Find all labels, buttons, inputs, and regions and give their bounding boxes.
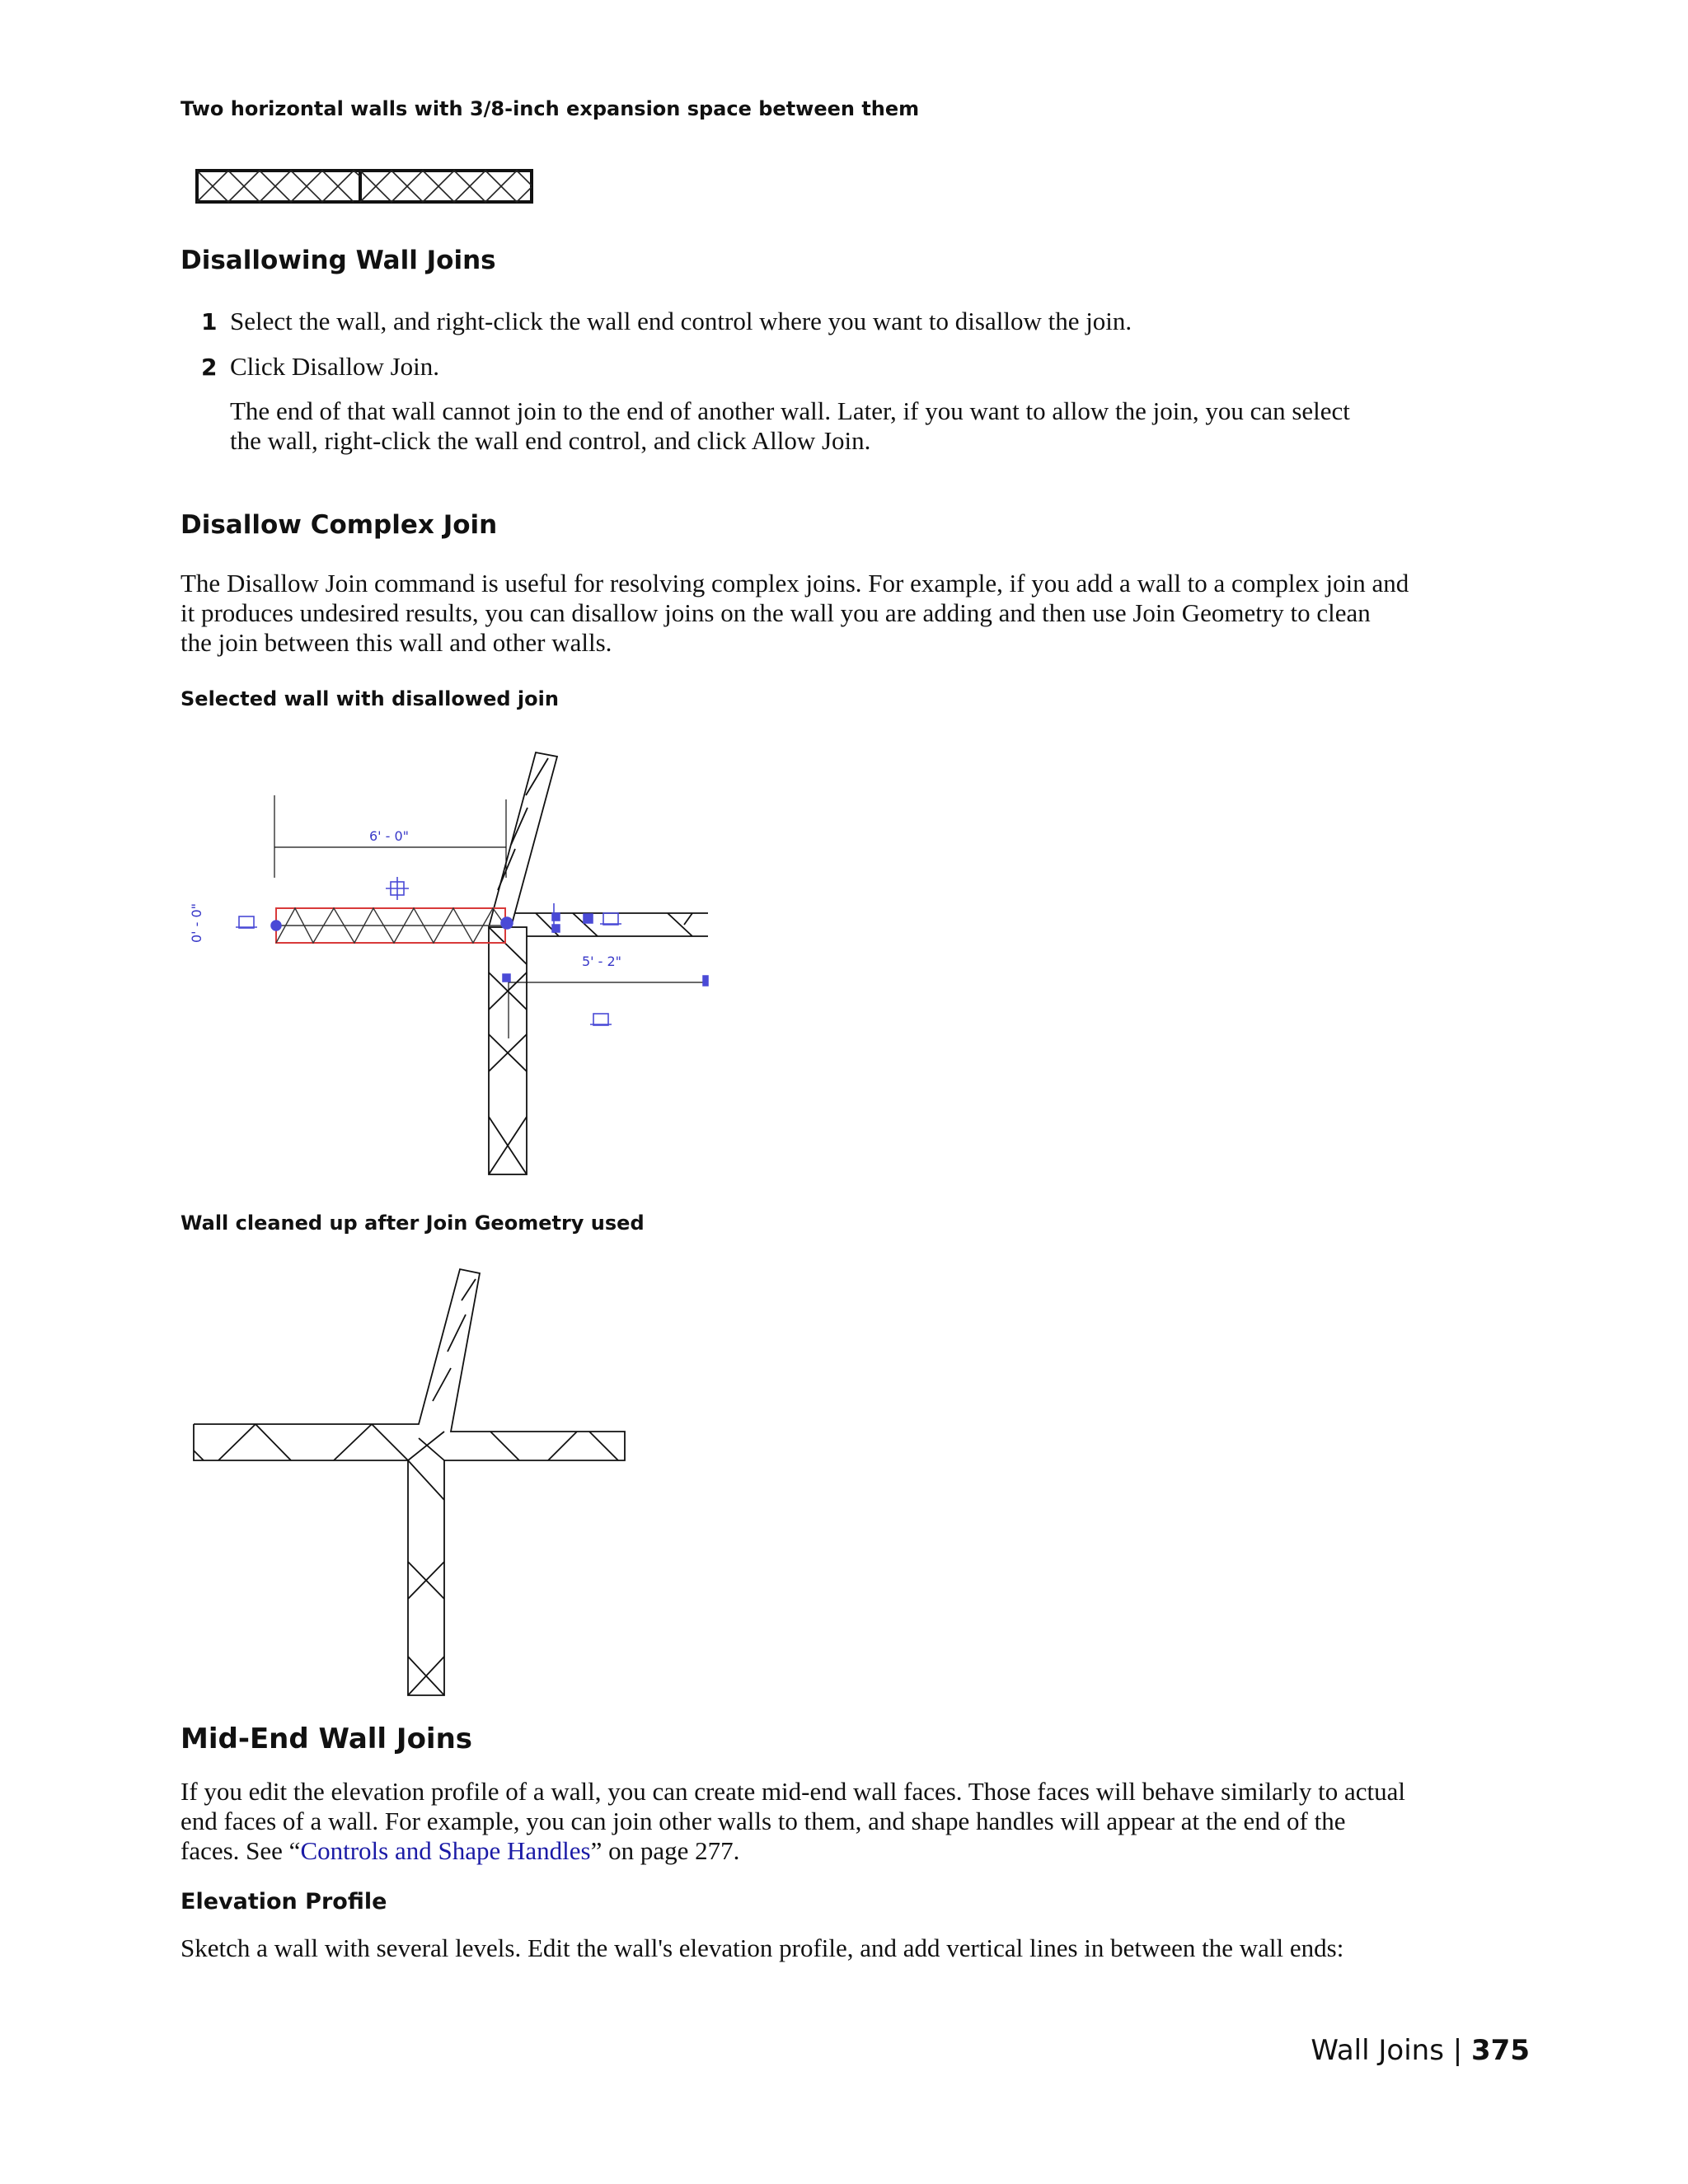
paragraph-midend-line-1: If you edit the elevation profile of a wall, you can create mid-end wall faces. Those faces will behave similarly to actual [181, 1777, 1405, 1806]
footer-page-number: 375 [1471, 2034, 1530, 2067]
heading-disallow-complex-join: Disallow Complex Join [181, 510, 498, 540]
step-note-line-2: the wall, right-click the wall end control, and click Allow Join. [230, 426, 871, 455]
paragraph-midend-prefix: faces. See “ [181, 1836, 301, 1865]
figure-caption-expansion: Two horizontal walls with 3/8-inch expansion space between them [181, 97, 920, 120]
figure-disallowed-join [181, 742, 717, 1187]
step-text-1: Select the wall, and right-click the wall end control where you want to disallow the join. [230, 307, 1132, 335]
heading-mid-end-wall-joins: Mid-End Wall Joins [181, 1722, 473, 1755]
figure-cleaned-join [185, 1261, 631, 1698]
heading-disallowing-wall-joins: Disallowing Wall Joins [181, 246, 496, 275]
paragraph-midend-suffix: ” on page 277. [590, 1836, 740, 1865]
heading-elevation-profile: Elevation Profile [181, 1889, 387, 1915]
dimension-left: 0' - 0" [189, 902, 204, 944]
dimension-top: 6' - 0" [368, 828, 410, 844]
figure-caption-cleaned-up: Wall cleaned up after Join Geometry used [181, 1212, 645, 1235]
footer-separator: | [1452, 2034, 1463, 2067]
paragraph-elevation: Sketch a wall with several levels. Edit the wall's elevation profile, and add vertical lines in between the wall ends: [181, 1933, 1344, 1962]
figure-caption-disallowed-join: Selected wall with disallowed join [181, 687, 559, 710]
paragraph-complex-line-3: the join between this wall and other walls. [181, 628, 612, 657]
page-footer [1311, 2034, 1530, 2067]
dimension-right: 5' - 2" [581, 954, 622, 969]
step-number-1: 1 [201, 308, 218, 335]
paragraph-complex-line-1: The Disallow Join command is useful for resolving complex joins. For example, if you add a wall to a complex join and [181, 569, 1409, 598]
step-text-2: Click Disallow Join. [230, 352, 440, 381]
paragraph-midend-line-3 [181, 1836, 1532, 1866]
paragraph-complex-line-2: it produces undesired results, you can disallow joins on the wall you are adding and then use Join Geometry to clean [181, 598, 1371, 627]
step-number-2: 2 [201, 354, 218, 381]
footer-chapter: Wall Joins [1311, 2034, 1444, 2067]
step-note-line-1: The end of that wall cannot join to the end of another wall. Later, if you want to allow the join, you can select [230, 396, 1350, 425]
link-controls-and-shape-handles[interactable]: Controls and Shape Handles [300, 1836, 591, 1865]
figure-two-walls [190, 165, 536, 206]
paragraph-midend-line-2: end faces of a wall. For example, you can join other walls to them, and shape handles will appear at the end of the [181, 1807, 1346, 1835]
